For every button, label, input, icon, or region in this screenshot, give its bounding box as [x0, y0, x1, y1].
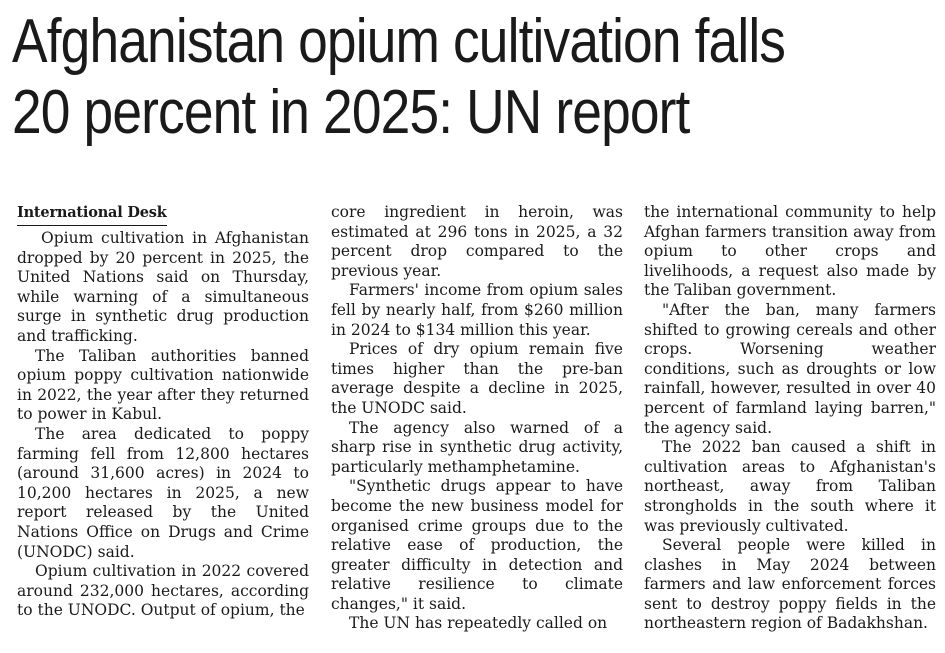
article-column-1 — [17, 203, 309, 621]
paragraph: Opium cultivation in Afghanistan dropped by 20 percent in 2025, the United Nations said on Thursday, while warning of a simultaneous surge in synthetic drug production and trafficking. — [17, 229, 309, 345]
paragraph-continuation: core ingredient in heroin, was estimated at 296 tons in 2025, a 32 percent drop compared to the previous year. — [331, 203, 623, 280]
paragraph: The area dedicated to poppy farming fell from 12,800 hectares (around 31,600 acres) in 2024 to 10,200 hectares in 2025, a new report released by the United Nations Office on Drugs and Crime (UNODC) said. — [17, 424, 309, 561]
article-column-3 — [644, 203, 936, 634]
paragraph: Prices of dry opium remain five times higher than the pre-ban average despite a decline in 2025, the UNODC said. — [331, 340, 623, 417]
paragraph: Farmers' income from opium sales fell by nearly half, from $260 million in 2024 to $134 million this year. — [331, 281, 623, 339]
paragraph: The 2022 ban caused a shift in cultivation areas to Afghanistan's northeast, away from Taliban strongholds in the south where it was previously cultivated. — [644, 438, 936, 535]
paragraph: "Synthetic drugs appear to have become the new business model for organised crime groups due to the relative ease of production, the greater difficulty in detection and relative resilience to climate changes," it said. — [331, 477, 623, 613]
headline-line-2: 20 percent in 2025: UN report — [12, 78, 690, 147]
paragraph: Several people were killed in clashes in May 2024 between farmers and law enforcement forces sent to destroy poppy fields in the northeastern region of Badakhshan. — [644, 536, 936, 633]
paragraph: Opium cultivation in 2022 covered around 232,000 hectares, according to the UNODC. Output of opium, the — [17, 562, 309, 620]
headline — [12, 6, 937, 148]
paragraph: The UN has repeatedly called on — [349, 614, 608, 633]
paragraph-continuation: the international community to help Afghan farmers transition away from opium to other crops and livelihoods, a request also made by the Taliban government. — [644, 203, 936, 300]
paragraph: The agency also warned of a sharp rise in synthetic drug activity, particularly methamphetamine. — [331, 418, 623, 476]
headline-line-1: Afghanistan opium cultivation falls — [12, 7, 786, 76]
byline-desk: International Desk — [17, 203, 167, 226]
paragraph: "After the ban, many farmers shifted to growing cereals and other crops. Worsening weather conditions, such as droughts or low rainfall, however, resulted in over 40 percent of farmland laying barren," the agency said. — [644, 300, 936, 437]
paragraph: The Taliban authorities banned opium poppy cultivation nationwide in 2022, the year after they returned to power in Kabul. — [17, 346, 309, 424]
article-column-2 — [331, 203, 623, 634]
